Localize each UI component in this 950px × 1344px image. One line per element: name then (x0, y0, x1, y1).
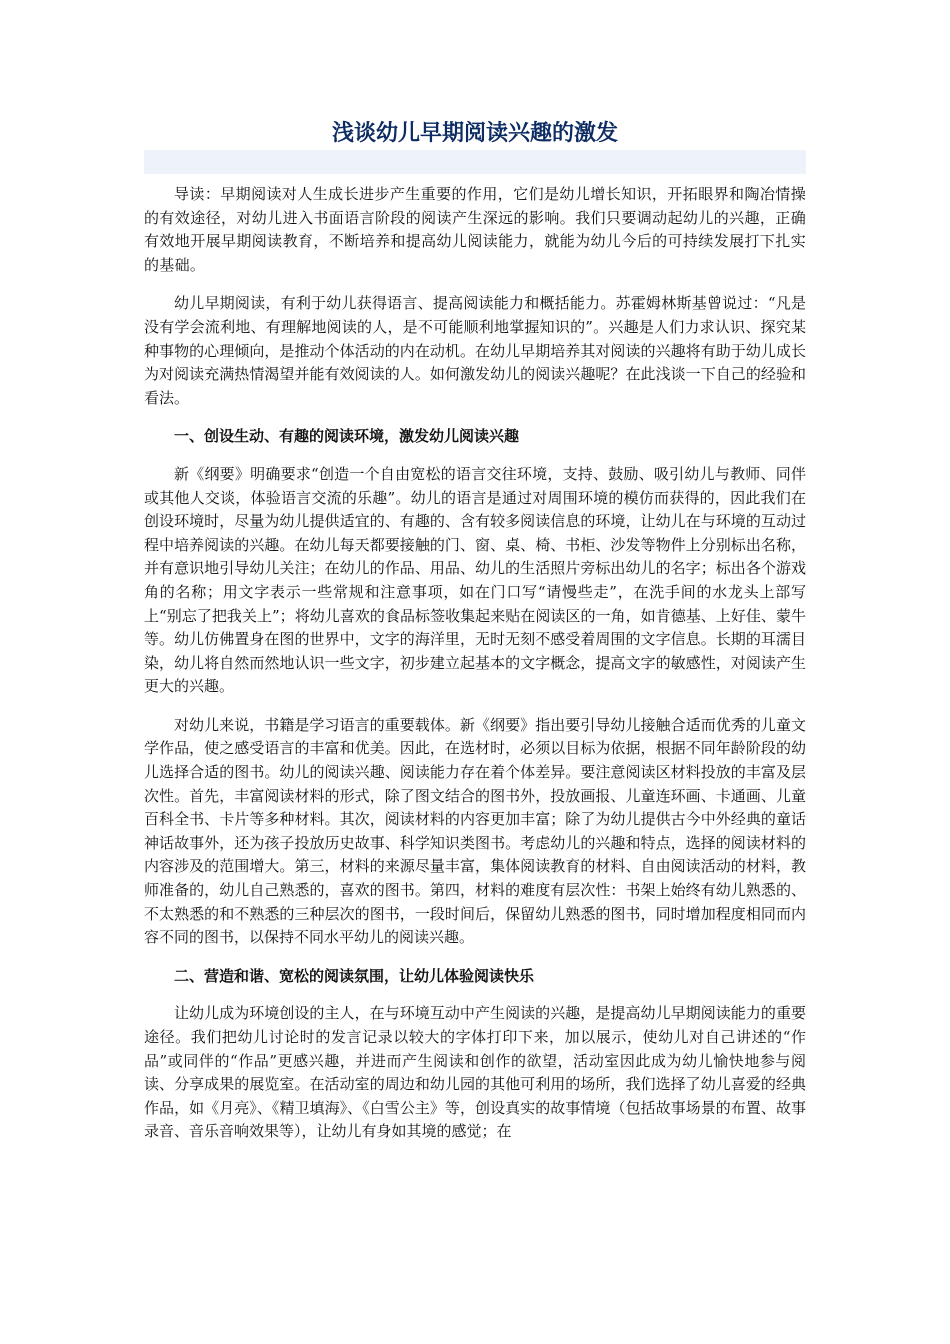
document-body (144, 183, 806, 1159)
section-heading-2: 二、营造和谐、宽松的阅读氛围，让幼儿体验阅读快乐 (174, 966, 535, 985)
title-block (144, 118, 806, 174)
document-title: 浅谈幼儿早期阅读兴趣的激发 (331, 121, 618, 146)
title-band (144, 150, 806, 174)
paragraph-2: 新《纲要》明确要求“创造一个自由宽松的语言交往环境，支持、鼓励、吸引幼儿与教师、同伴或其他人交谈，体验语言交流的乐趣”。幼儿的语言是通过对周围环境的模仿而获得的，因此我们在创设环境时，尽量为幼儿提供适宜的、有趣的、含有较多阅读信息的环境，让幼儿在与环境的互动过程中培养阅读的兴趣。在幼儿每天都要接触的门、窗、桌、椅、书柜、沙发等物件上分别标出名称，并有意识地引导幼儿关注；在幼儿的作品、用品、幼儿的生活照片旁标出幼儿的名字；标出各个游戏角的名称；用文字表示一些常规和注意事项，如在门口写“请慢些走”，在洗手间的水龙头上部写上“别忘了把我关上”；将幼儿喜欢的食品标签收集起来贴在阅读区的一角，如肯德基、上好佳、蒙牛等。幼儿仿佛置身在图的世界中，文字的海洋里，无时无刻不感受着周围的文字信息。长期的耳濡目染，幼儿将自然而然地认识一些文字，初步建立起基本的文字概念，提高文字的敏感性，对阅读产生更大的兴趣。 (144, 464, 806, 696)
paragraph-4: 让幼儿成为环境创设的主人，在与环境互动中产生阅读的兴趣，是提高幼儿早期阅读能力的重要途径。我们把幼儿讨论时的发言记录以较大的字体打印下来，加以展示，使幼儿对自己讲述的“作品”或同伴的“作品”更感兴趣，并进而产生阅读和创作的欲望，活动室因此成为幼儿愉快地参与阅读、分享成果的展览室。在活动室的周边和幼儿园的其他可利用的场所，我们选择了幼儿喜爱的经典作品，如《月亮》、《精卫填海》、《白雪公主》等，创设真实的故事情境（包括故事场景的布置、故事录音、音乐音响效果等），让幼儿有身如其境的感觉；在 (144, 1004, 806, 1141)
paragraph-3: 对幼儿来说，书籍是学习语言的重要载体。新《纲要》指出要引导幼儿接触合适而优秀的儿童文学作品，使之感受语言的丰富和优美。因此，在选材时，必须以目标为依据，根据不同年龄阶段的幼儿选择合适的图书。幼儿的阅读兴趣、阅读能力存在着个体差异。要注意阅读区材料投放的丰富及层次性。首先，丰富阅读材料的形式，除了图文结合的图书外，投放画报、儿童连环画、卡通画、儿童百科全书、卡片等多种材料。其次，阅读材料的内容更加丰富；除了为幼儿提供古今中外经典的童话神话故事外，还为孩子投放历史故事、科学知识类图书。考虑幼儿的兴趣和特点，选择的阅读材料的内容涉及的范围增大。第三，材料的来源尽量丰富，集体阅读教育的材料、自由阅读活动的材料，教师准备的，幼儿自己熟悉的，喜欢的图书。第四，材料的难度有层次性：书架上始终有幼儿熟悉的、不太熟悉的和不熟悉的三种层次的图书，一段时间后，保留幼儿熟悉的图书，同时增加程度相同而内容不同的图书，以保持不同水平幼儿的阅读兴趣。 (144, 715, 806, 947)
intro-paragraph: 导读：早期阅读对人生成长进步产生重要的作用，它们是幼儿增长知识，开拓眼界和陶冶情操的有效途径，对幼儿进入书面语言阶段的阅读产生深远的影响。我们只要调动起幼儿的兴趣，正确有效地开展早期阅读教育，不断培养和提高幼儿阅读能力，就能为幼儿今后的可持续发展打下扎实的基础。 (144, 185, 806, 274)
paragraph-1: 幼儿早期阅读，有利于幼儿获得语言、提高阅读能力和概括能力。苏霍姆林斯基曾说过：“凡是没有学会流利地、有理解地阅读的人，是不可能顺利地掌握知识的”。兴趣是人们力求认识、探究某种事物的心理倾向，是推动个体活动的内在动机。在幼儿早期培养其对阅读的兴趣将有助于幼儿成长为对阅读充满热情渴望并能有效阅读的人。如何激发幼儿的阅读兴趣呢？在此浅谈一下自己的经验和看法。 (144, 294, 806, 407)
section-heading-1: 一、创设生动、有趣的阅读环境，激发幼儿阅读兴趣 (174, 427, 520, 446)
